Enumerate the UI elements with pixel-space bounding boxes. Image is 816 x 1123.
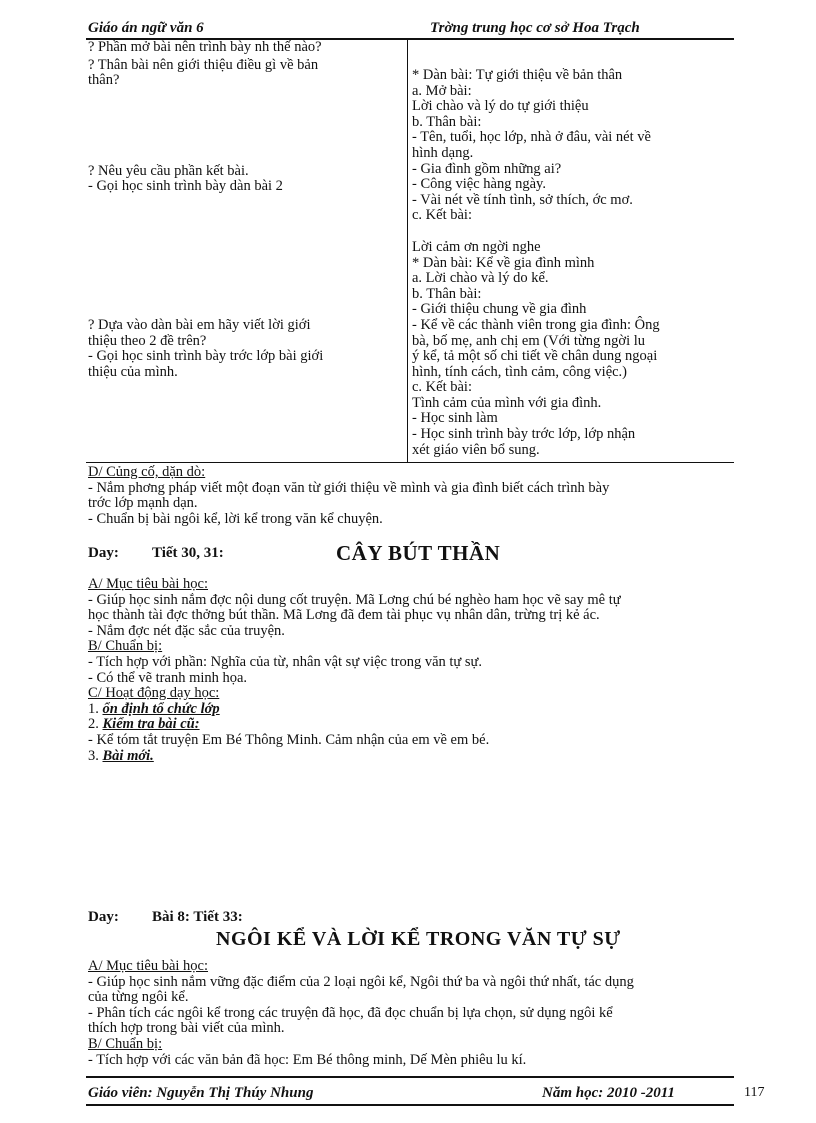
lesson2-period: Bài 8: Tiết 33: [152, 909, 243, 925]
table-left-line: ? Thân bài nên giới thiệu điều gì về bản [88, 56, 319, 73]
table-right-line: - Giới thiệu chung về gia đình [412, 301, 587, 318]
table-right-line: Lời cảm ơn ngời nghe [412, 238, 541, 255]
consolidation-line: - Nắm phơng pháp viết một đoạn văn từ giới thiệu về mình và gia đình biết cách trình bày [88, 479, 610, 496]
lesson2-goal-line: thích hợp trong bài viết của mình. [88, 1020, 285, 1037]
table-right-line: hình, tính cách, tình cảm, công việc.) [412, 363, 628, 380]
consolidation-section [88, 465, 609, 527]
table-right-line: * Dàn bài: Kể về gia đình mình [412, 254, 595, 271]
lesson1-goal-line: - Nắm đợc nét đặc sắc của truyện. [88, 622, 285, 639]
table-left-line: ? Dựa vào dàn bài em hãy viết lời giới [88, 316, 311, 333]
table-left-line: thiệu của mình. [88, 363, 178, 380]
table-right-line: * Dàn bài: Tự giới thiệu về bản thân [412, 67, 623, 83]
lesson1-goals-heading: A/ Mục tiêu bài học: [88, 576, 209, 592]
lesson1-step2 [88, 717, 621, 733]
lesson1-goal-line: học thành tài đợc thởng bút thần. Mã Lơng đã đem tài phục vụ nhân dân, trừng trị kẻ ác. [88, 607, 600, 624]
lesson1-step3 [88, 749, 621, 765]
table-right-line: c. Kết bài: [412, 379, 472, 396]
lesson2-goal-line: - Phân tích các ngôi kể trong các truyện đã học, đã đọc chuẩn bị lựa chọn, sử dụng ngôi kể [88, 1004, 613, 1021]
table-right-line: c. Kết bài: [412, 207, 472, 224]
lesson1-period: Tiết 30, 31: [152, 545, 224, 561]
lesson1-prep-line: - Tích hợp với phần: Nghĩa của từ, nhân vật sự việc trong văn tự sự. [88, 653, 483, 670]
header-right: Trờng trung học cơ sở Hoa Trạch [430, 20, 640, 36]
table-right-line: - Học sinh làm [412, 410, 498, 427]
table-right-line: - Kể về các thành viên trong gia đình: Ông [412, 316, 660, 333]
table-right-line: Lời chào và lý do tự giới thiệu [412, 98, 589, 115]
consolidation-heading: D/ Củng cố, dặn dò: [88, 464, 206, 480]
lesson1-body [88, 577, 621, 764]
footer-right: Năm học: 2010 -2011 [542, 1085, 675, 1101]
table-right-line: - Tên, tuổi, học lớp, nhà ở đâu, vài nét về [412, 129, 651, 146]
table-divider [407, 40, 408, 462]
table-left-col [88, 40, 402, 380]
table-right-line: Tình cảm của mình với gia đình. [412, 394, 602, 411]
lesson2-day: Day: [88, 909, 119, 925]
table-right-col [412, 68, 732, 458]
table-right-line: a. Mở bài: [412, 82, 472, 99]
table-right-line: xét giáo viên bổ sung. [412, 441, 540, 458]
table-left-line: thiệu theo 2 đề trên? [88, 332, 207, 349]
table-right-line: - Gia đình gồm những ai? [412, 160, 562, 177]
lesson1-step2-text: Kiểm tra bài cũ: [102, 716, 200, 733]
table-left-line: ? Phần mở bài nên trình bày nh thế nào? [88, 39, 322, 55]
table-left-line: thân? [88, 72, 120, 89]
lesson1-step3-text: Bài mới. [102, 747, 154, 764]
footer-rule [86, 1076, 734, 1078]
table-right-line: hình dạng. [412, 144, 474, 161]
table-right-line: - Vài nét về tính tình, sở thích, ớc mơ. [412, 191, 633, 208]
table-right-line: a. Lời chào và lý do kể. [412, 270, 549, 287]
consolidation-line: - Chuẩn bị bài ngôi kể, lời kể trong văn kể chuyện. [88, 510, 383, 527]
lesson1-day: Day: [88, 545, 119, 561]
lesson2-prep-line: - Tích hợp với các văn bản đã học: Em Bé thông minh, Dế Mèn phiêu lu kí. [88, 1051, 527, 1068]
lesson1-goal-line: - Giúp học sinh nắm đợc nội dung cốt truyện. Mã Lơng chú bé nghèo ham học vẽ say mê tự [88, 591, 621, 608]
header-left: Giáo án ngữ văn 6 [88, 20, 204, 36]
table-right-line: b. Thân bài: [412, 285, 482, 302]
footer-rule-bottom [86, 1104, 734, 1106]
table-right-line: bà, bố mẹ, anh chị em (Với từng ngời lu [412, 332, 645, 349]
lesson1-step1-num: 1. [88, 700, 99, 717]
lesson2-prep-heading: B/ Chuẩn bị: [88, 1035, 163, 1052]
lesson1-prep-line: - Có thể vẽ tranh minh họa. [88, 669, 248, 686]
table-right-line: ý kể, tả một số chi tiết về chân dung ngoại [412, 348, 658, 365]
lesson1-step2-num: 2. [88, 716, 99, 733]
table-right-line: - Học sinh trình bày trớc lớp, lớp nhận [412, 426, 636, 443]
table-left-line: ? Nêu yêu cầu phần kết bài. [88, 162, 249, 179]
lesson1-step1 [88, 702, 621, 718]
table-right-line: b. Thân bài: [412, 113, 482, 130]
footer-left: Giáo viên: Nguyễn Thị Thúy Nhung [88, 1085, 314, 1101]
lesson1-title: CÂY BÚT THẦN [336, 541, 501, 565]
table-left-line: - Gọi học sinh trình bày trớc lớp bài giới [88, 348, 324, 365]
table-right-line: - Công việc hàng ngày. [412, 176, 546, 193]
lesson2-body [88, 959, 634, 1068]
lesson2-goals-heading: A/ Mục tiêu bài học: [88, 958, 209, 974]
lesson2-goal-line: của từng ngôi kể. [88, 989, 189, 1006]
lesson2-title: NGÔI KỂ VÀ LỜI KỂ TRONG VĂN TỰ SỰ [216, 928, 621, 950]
consolidation-line: trớc lớp mạnh dạn. [88, 495, 198, 512]
lesson1-step2-line: - Kể tóm tắt truyện Em Bé Thông Minh. Cảm nhận của em về em bé. [88, 731, 490, 748]
table-left-line: - Gọi học sinh trình bày dàn bài 2 [88, 178, 283, 195]
lesson2-goal-line: - Giúp học sinh nắm vững đặc điểm của 2 loại ngôi kể, Ngôi thứ ba và ngôi thứ nhất, tác dụng [88, 973, 634, 990]
table-bottom-rule [86, 462, 734, 463]
lesson1-step3-num: 3. [88, 747, 99, 764]
lesson1-step1-text: ổn định tổ chức lớp [102, 700, 220, 717]
lesson1-prep-heading: B/ Chuẩn bị: [88, 638, 163, 655]
page-number: 117 [744, 1085, 765, 1100]
lesson1-activities-heading: C/ Hoạt động dạy học: [88, 685, 220, 702]
